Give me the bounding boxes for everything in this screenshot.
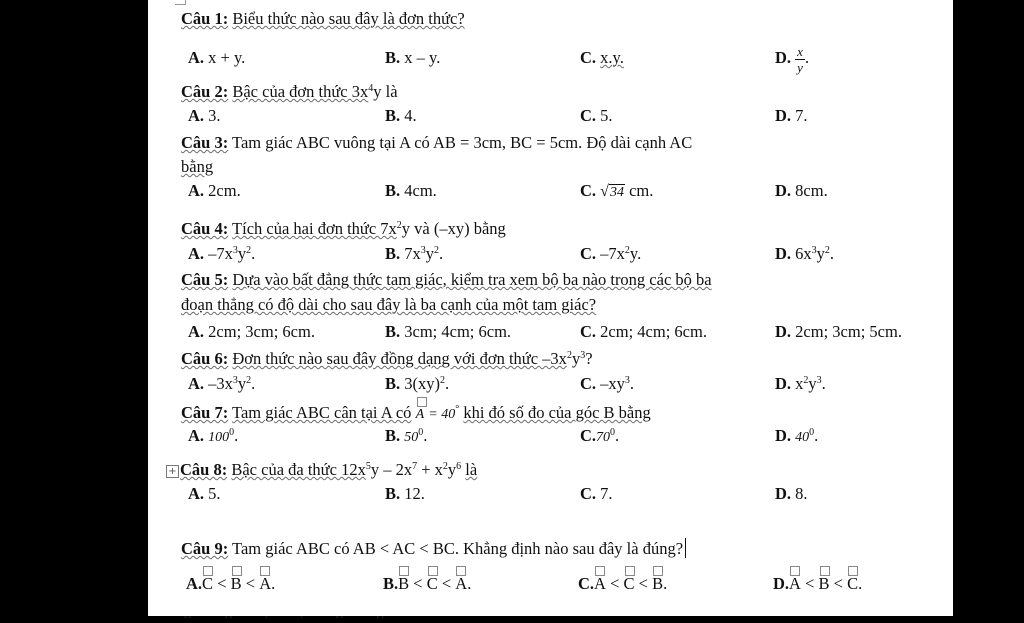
- term: 6x: [795, 244, 812, 263]
- q5-option-b: [385, 322, 511, 342]
- option-text: 2cm; 4cm; 6cm.: [600, 322, 707, 341]
- question-9-title: Câu 9:: [181, 539, 229, 558]
- exponent: 6: [456, 461, 462, 472]
- option-letter: A.: [188, 426, 205, 445]
- exponent: 2: [434, 245, 440, 256]
- exponent: 2: [566, 350, 572, 361]
- term: –xy: [600, 374, 625, 393]
- angle: [652, 572, 663, 594]
- option-letter: D.: [775, 484, 792, 503]
- fraction-denominator: y: [797, 59, 803, 75]
- square-root: [600, 181, 625, 203]
- q1-option-c: [580, 48, 624, 68]
- question-text: đoạn thẳng có độ dài cho sau đây là ba cạnh của một tam giác?: [181, 295, 597, 314]
- question-2-title: Câu 2:: [181, 82, 229, 101]
- option-letter: B.: [385, 426, 401, 445]
- sqrt-value: 34: [609, 185, 624, 200]
- question-text: bằng: [181, 157, 214, 176]
- term: –7x: [600, 244, 625, 263]
- q1-option-d: [775, 36, 809, 80]
- question-text: Tam giác ABC vuông tại A có AB = 3cm, BC = 5cm. Độ dài cạnh AC: [232, 133, 693, 152]
- q3-option-c: [580, 181, 653, 203]
- exponent: 3: [420, 245, 426, 256]
- angle-hat-icon: [203, 566, 213, 576]
- option-text: 2cm; 3cm; 6cm.: [208, 322, 315, 341]
- option-letter: C.: [580, 322, 597, 341]
- term: y: [571, 349, 581, 368]
- question-1-text: Biểu thức nào sau đây là đơn thức?: [232, 9, 465, 28]
- option-text: 8.: [795, 484, 808, 503]
- fraction-numerator: x: [797, 43, 803, 59]
- q9-option-b: [383, 572, 471, 594]
- option-letter: C.: [580, 374, 597, 393]
- option-letter: B.: [385, 181, 401, 200]
- q2-option-d: [775, 106, 808, 126]
- option-text: 5.: [600, 106, 613, 125]
- angle-hat-icon: [790, 566, 800, 576]
- angle-letter: C: [426, 574, 438, 593]
- option-letter: A.: [188, 181, 205, 200]
- question-8: [166, 460, 477, 480]
- option-text: x.y.: [600, 48, 624, 67]
- angle-letter: C: [202, 574, 214, 593]
- q2-option-b: [385, 106, 417, 126]
- angle-hat-icon: [417, 397, 427, 407]
- option-after: .: [858, 574, 863, 593]
- option-value: 100: [208, 430, 230, 445]
- question-text: y là: [373, 82, 398, 101]
- angle: [398, 572, 409, 594]
- q2-option-c: [580, 106, 613, 126]
- exponent: 3: [811, 245, 817, 256]
- q5-option-d: [775, 322, 902, 342]
- term: + x: [417, 460, 443, 479]
- q7-option-c: [580, 426, 619, 448]
- angle-value: = 40: [428, 407, 456, 422]
- option-text: 7.: [795, 106, 808, 125]
- less-than: <: [833, 574, 843, 593]
- term: .: [251, 244, 256, 263]
- degree: °: [455, 404, 460, 415]
- exponent: 2: [442, 461, 448, 472]
- option-letter: A.: [188, 106, 205, 125]
- option-letter: D.: [775, 322, 792, 341]
- question-5-line2: [181, 295, 596, 315]
- sqrt-icon: √: [600, 183, 609, 200]
- term: .: [821, 374, 826, 393]
- option-value: 40: [795, 430, 810, 445]
- question-3: [181, 133, 692, 153]
- angle-hat-icon: [625, 566, 635, 576]
- question-text: Tích của hai đơn thức 7x: [232, 219, 397, 238]
- q2-option-a: [188, 106, 221, 126]
- option-text: 3.: [208, 106, 221, 125]
- less-than: <: [217, 574, 227, 593]
- angle-letter: B: [652, 574, 664, 593]
- option-letter: C.: [578, 574, 595, 593]
- q9-option-a: [186, 572, 275, 594]
- angle-letter: B: [818, 574, 830, 593]
- q8-option-c: [580, 484, 613, 504]
- angle-letter: C: [847, 574, 859, 593]
- option-letter: D.: [775, 106, 792, 125]
- q6-option-c: [580, 374, 634, 394]
- less-than: <: [610, 574, 620, 593]
- term: y: [447, 460, 457, 479]
- question-7-title: Câu 7:: [181, 403, 229, 422]
- question-1: [181, 9, 465, 29]
- option-letter: D.: [775, 48, 792, 67]
- degree: 0: [610, 427, 616, 438]
- question-text: là: [465, 460, 478, 479]
- less-than: <: [245, 574, 256, 593]
- option-letter: C.: [580, 426, 597, 445]
- option-letter: B.: [385, 48, 401, 67]
- question-text: Tam giác ABC có AB < AC < BC. Khẳng định nào sau đây là đúng?: [232, 539, 684, 558]
- angle: [231, 572, 242, 594]
- exponent: 2: [440, 375, 446, 386]
- angle-letter: A: [455, 574, 468, 593]
- option-text: 7.: [600, 484, 613, 503]
- question-text: Bậc của đơn thức 3x: [232, 82, 369, 101]
- angle-letter: A: [594, 574, 606, 593]
- option-letter: D.: [775, 374, 792, 393]
- option-letter: B.: [385, 374, 401, 393]
- exponent: 2: [824, 245, 830, 256]
- q8-option-b: [385, 484, 425, 504]
- angle: [427, 572, 438, 594]
- term: 7x: [404, 244, 421, 263]
- angle-hat-icon: [653, 566, 663, 576]
- angle: [455, 572, 467, 594]
- cut-off-text-fragments: ‥ ‥ . . ‥ ‥: [183, 607, 399, 622]
- question-text: khi đó số đo của góc B bằng: [463, 403, 651, 422]
- angle: [819, 572, 830, 594]
- angle-hat-icon: [848, 566, 858, 576]
- term: –3x: [208, 374, 233, 393]
- q6-option-a: [188, 374, 255, 394]
- option-letter: D.: [773, 574, 790, 593]
- option-letter: B.: [385, 106, 401, 125]
- angle: [847, 572, 858, 594]
- angle-hat-icon: [456, 566, 466, 576]
- exponent: 2: [396, 220, 402, 231]
- option-after: .: [663, 574, 668, 593]
- question-4-title: Câu 4:: [181, 219, 229, 238]
- question-text: y và (–xy) bằng: [401, 219, 506, 238]
- option-after: .: [234, 426, 239, 445]
- q3-option-d: [775, 181, 828, 201]
- option-letter: C.: [580, 48, 597, 67]
- less-than: <: [441, 574, 452, 593]
- less-than: <: [805, 574, 815, 593]
- term: .: [439, 244, 444, 263]
- exponent: 4: [368, 83, 374, 94]
- q1-option-b: [385, 48, 440, 68]
- question-7: [181, 403, 651, 425]
- angle-hat-icon: [595, 566, 605, 576]
- option-letter: D.: [775, 244, 792, 263]
- question-9: [181, 538, 686, 559]
- option-letter: A.: [188, 322, 205, 341]
- option-letter: D.: [775, 181, 792, 200]
- option-text: 8cm.: [795, 181, 828, 200]
- option-text: 4.: [404, 106, 417, 125]
- fraction: [795, 44, 805, 75]
- question-6: [181, 349, 593, 369]
- angle-a: [416, 403, 425, 425]
- angle-letter: A: [415, 407, 425, 422]
- option-letter: A.: [188, 244, 205, 263]
- q6-option-b: [385, 374, 449, 394]
- exponent: 3: [624, 375, 630, 386]
- less-than: <: [413, 574, 423, 593]
- q5-option-c: [580, 322, 707, 342]
- term: y: [425, 244, 435, 263]
- term: y: [816, 244, 825, 263]
- option-letter: C.: [580, 181, 597, 200]
- degree: 0: [809, 427, 815, 438]
- text-cursor: [685, 538, 686, 558]
- angle-hat-icon: [820, 566, 830, 576]
- option-letter: B.: [385, 484, 401, 503]
- term: .: [829, 244, 835, 263]
- q8-option-a: [188, 484, 221, 504]
- angle-letter: B: [398, 574, 410, 593]
- option-text: 4cm.: [404, 181, 437, 200]
- angle-letter: C: [623, 574, 635, 593]
- question-text: Đơn thức nào sau đây đồng dạng với đơn thức –3x: [232, 349, 567, 368]
- term: 3(xy): [404, 374, 441, 393]
- angle-letter: A: [789, 574, 801, 593]
- term: y: [237, 244, 247, 263]
- term: .: [445, 374, 450, 393]
- exponent: 3: [232, 245, 238, 256]
- table-move-handle-icon[interactable]: +: [166, 465, 179, 478]
- angle-letter: A: [259, 574, 272, 593]
- option-value: 50: [404, 430, 419, 445]
- option-text: 3cm; 4cm; 6cm.: [404, 322, 512, 341]
- question-4: [181, 219, 506, 239]
- option-letter: B.: [385, 244, 401, 263]
- option-value: 70: [596, 430, 611, 445]
- q3-option-b: [385, 181, 437, 201]
- q7-option-d: [775, 426, 818, 448]
- angle: [202, 572, 213, 594]
- option-letter: C.: [580, 484, 597, 503]
- option-letter: C.: [580, 244, 597, 263]
- exponent: 2: [624, 245, 630, 256]
- exponent: 2: [246, 375, 252, 386]
- option-text: 2cm.: [208, 181, 241, 200]
- term: .: [251, 374, 256, 393]
- option-after: .: [814, 426, 819, 445]
- less-than: <: [638, 574, 648, 593]
- q3-option-a: [188, 181, 241, 201]
- option-text: x – y.: [404, 48, 441, 67]
- option-letter: A.: [188, 374, 205, 393]
- question-2: [181, 82, 398, 102]
- question-text: Dựa vào bất đẳng thức tam giác, kiểm tra xem bộ ba nào trong các bộ ba: [232, 270, 712, 289]
- option-after: .: [423, 426, 428, 445]
- option-letter: A.: [186, 574, 203, 593]
- option-letter: B.: [385, 322, 401, 341]
- q1-option-a: [188, 48, 245, 68]
- question-5: [181, 270, 712, 290]
- q4-option-d: [775, 244, 834, 264]
- option-text: x + y.: [208, 48, 246, 67]
- question-5-title: Câu 5:: [181, 270, 229, 289]
- q7-option-a: [188, 426, 238, 448]
- term: y.: [629, 244, 642, 263]
- option-after: .: [804, 48, 810, 67]
- angle: [789, 572, 801, 594]
- option-letter: A.: [188, 484, 205, 503]
- angle-hat-icon: [428, 566, 438, 576]
- angle: [594, 572, 606, 594]
- question-6-title: Câu 6:: [181, 349, 229, 368]
- question-8-title: Câu 8:: [180, 460, 228, 479]
- term: y – 2x: [370, 460, 413, 479]
- q9-option-d: [773, 572, 862, 594]
- q7-option-b: [385, 426, 427, 448]
- q6-option-d: [775, 374, 826, 394]
- q4-option-c: [580, 244, 641, 264]
- exponent: 2: [803, 375, 809, 386]
- option-after: .: [271, 574, 276, 593]
- q5-option-a: [188, 322, 315, 342]
- q9-option-c: [578, 572, 667, 594]
- question-3-line2: [181, 157, 213, 177]
- option-letter: A.: [188, 48, 205, 67]
- question-text: ?: [585, 349, 593, 368]
- degree: 0: [418, 427, 424, 438]
- q4-option-b: [385, 244, 443, 264]
- angle-hat-icon: [399, 566, 409, 576]
- option-after: .: [615, 426, 620, 445]
- option-text: 12.: [404, 484, 425, 503]
- option-letter: B.: [383, 574, 399, 593]
- angle-hat-icon: [232, 566, 242, 576]
- exponent: 3: [816, 375, 822, 386]
- angle-hat-icon: [260, 566, 270, 576]
- angle-letter: B: [230, 574, 242, 593]
- exponent: 2: [246, 245, 252, 256]
- q8-option-d: [775, 484, 808, 504]
- option-after: .: [467, 574, 472, 593]
- term: .: [629, 374, 635, 393]
- q4-option-a: [188, 244, 255, 264]
- question-1-title: Câu 1:: [181, 9, 229, 28]
- option-after: cm.: [624, 181, 654, 200]
- term: –7x: [208, 244, 233, 263]
- option-letter: D.: [775, 426, 792, 445]
- angle: [259, 572, 271, 594]
- option-text: 5.: [208, 484, 221, 503]
- term: y: [237, 374, 247, 393]
- degree: 0: [229, 427, 235, 438]
- question-text: Tam giác ABC cân tại A có: [232, 403, 412, 422]
- exponent: 3: [580, 350, 586, 361]
- angle: [624, 572, 635, 594]
- option-letter: C.: [580, 106, 597, 125]
- exponent: 7: [412, 461, 418, 472]
- exponent: 5: [365, 461, 371, 472]
- option-text: 2cm; 3cm; 5cm.: [795, 322, 902, 341]
- exponent: 3: [232, 375, 238, 386]
- term: x: [795, 374, 804, 393]
- term: y: [808, 374, 817, 393]
- question-3-title: Câu 3:: [181, 133, 229, 152]
- question-text: Bậc của đa thức 12x: [231, 460, 366, 479]
